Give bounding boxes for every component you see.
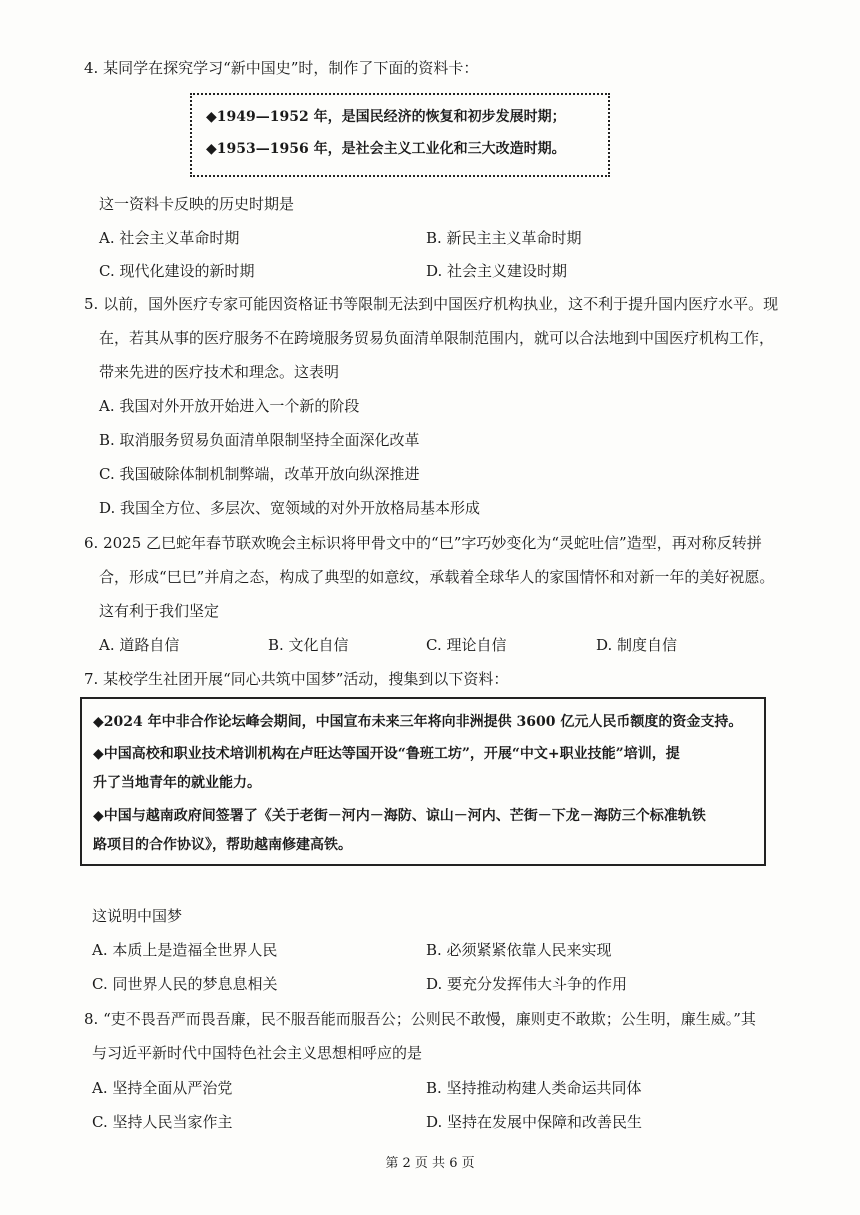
q7-card-line-3: 升了当地青年的就业能力。 [93,775,261,791]
q5-option-d[interactable]: D. 我国全方位、多层次、宽领域的对外开放格局基本形成 [99,499,481,517]
q7-option-b[interactable]: B. 必须紧紧依靠人民来实现 [426,941,612,959]
q7-option-a[interactable]: A. 本质上是造福全世界人民 [92,941,278,959]
q8-stem-line-2: 与习近平新时代中国特色社会主义思想相呼应的是 [92,1044,423,1062]
q8-option-d[interactable]: D. 坚持在发展中保障和改善民生 [426,1113,643,1131]
q5-stem-line-1: 5. 以前，国外医疗专家可能因资格证书等限制无法到中国医疗机构执业，这不利于提升国内医疗水平。现 [84,295,779,313]
q4-card-line-2: ◆1953—1956 年，是社会主义工业化和三大改造时期。 [206,141,566,157]
q6-stem-line-3: 这有利于我们坚定 [99,602,220,620]
q7-option-c[interactable]: C. 同世界人民的梦息息相关 [92,975,278,993]
q6-option-b[interactable]: B. 文化自信 [268,636,349,654]
q4-option-a[interactable]: A. 社会主义革命时期 [99,229,240,247]
q7-card-line-5: 路项目的合作协议》，帮助越南修建高铁。 [93,837,352,853]
q4-info-card [190,93,610,177]
q4-option-d[interactable]: D. 社会主义建设时期 [426,262,568,280]
q7-card-line-2: ◆中国高校和职业技术培训机构在卢旺达等国开设“鲁班工坊”，开展“中文+职业技能”培训，提 [93,746,680,762]
q7-stem: 7. 某校学生社团开展“同心共筑中国梦”活动，搜集到以下资料： [84,670,509,688]
q5-stem-line-3: 带来先进的医疗技术和理念。这表明 [99,363,340,381]
page-number-footer: 第 2 页 共 6 页 [385,1156,475,1171]
q5-option-c[interactable]: C. 我国破除体制机制弊端，改革开放向纵深推进 [99,465,420,483]
q7-question: 这说明中国梦 [92,907,183,925]
q8-option-b[interactable]: B. 坚持推动构建人类命运共同体 [426,1079,642,1097]
q5-option-b[interactable]: B. 取消服务贸易负面清单限制坚持全面深化改革 [99,431,420,449]
q6-option-c[interactable]: C. 理论自信 [426,636,507,654]
q7-card-line-4: ◆中国与越南政府间签署了《关于老街－河内－海防、谅山－河内、芒街－下龙－海防三个标准轨铁 [93,808,706,824]
q4-question: 这一资料卡反映的历史时期是 [99,195,295,213]
q6-option-d[interactable]: D. 制度自信 [596,636,678,654]
q6-option-a[interactable]: A. 道路自信 [99,636,180,654]
q6-stem-line-2: 合，形成“巳巳”并肩之态，构成了典型的如意纹，承载着全球华人的家国情怀和对新一年的美好祝愿。 [99,568,775,586]
q5-stem-line-2: 在，若其从事的医疗服务不在跨境服务贸易负面清单限制范围内，就可以合法地到中国医疗机构工作， [99,329,775,347]
q8-option-a[interactable]: A. 坚持全面从严治党 [92,1079,233,1097]
q7-option-d[interactable]: D. 要充分发挥伟大斗争的作用 [426,975,628,993]
q8-stem-line-1: 8. “吏不畏吾严而畏吾廉，民不服吾能而服吾公；公则民不敢慢，廉则吏不敢欺；公生明，廉生威。”其 [84,1010,756,1028]
q4-option-c[interactable]: C. 现代化建设的新时期 [99,262,255,280]
q7-card-line-1: ◆2024 年中非合作论坛峰会期间，中国宣布未来三年将向非洲提供 3600 亿元人民币额度的资金支持。 [93,714,743,730]
q4-option-b[interactable]: B. 新民主主义革命时期 [426,229,582,247]
q4-card-line-1: ◆1949—1952 年，是国民经济的恢复和初步发展时期； [206,109,566,125]
q6-stem-line-1: 6. 2025 乙巳蛇年春节联欢晚会主标识将甲骨文中的“巳”字巧妙变化为“灵蛇吐信”造型，再对称反转拼 [84,534,762,552]
q8-option-c[interactable]: C. 坚持人民当家作主 [92,1113,233,1131]
q5-option-a[interactable]: A. 我国对外开放开始进入一个新的阶段 [99,397,360,415]
q4-stem: 4. 某同学在探究学习“新中国史”时，制作了下面的资料卡： [84,59,479,77]
